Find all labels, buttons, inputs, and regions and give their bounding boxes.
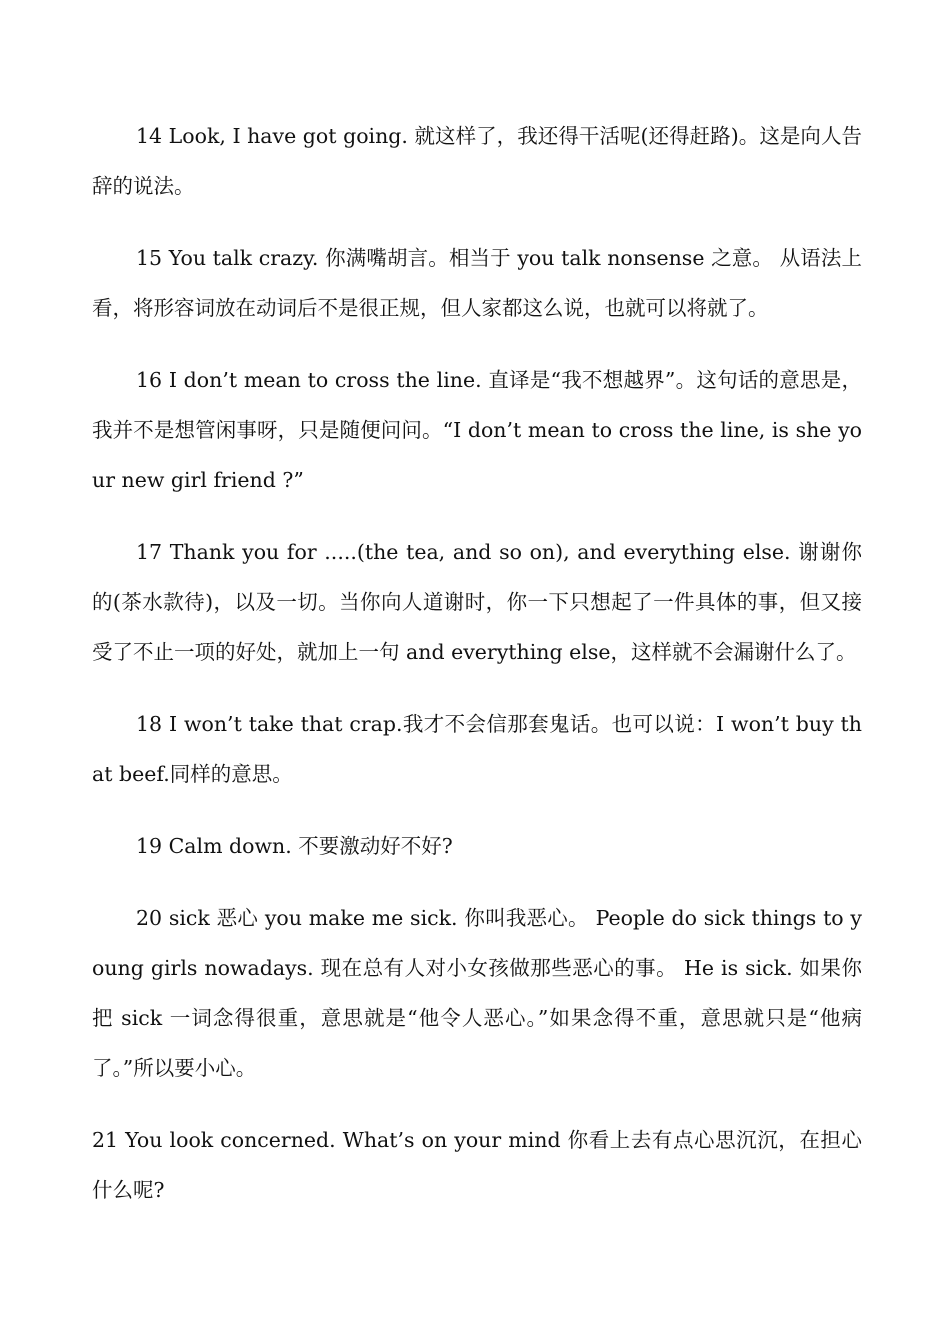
paragraph-17: 17 Thank you for .....(the tea, and so on), and everything else. 谢谢你的(茶水款待)，以及一切。当你向人道谢时，你一下只想起了一件具体的事，但又接受了不止一项的好处，就加上一句 and everything else，这样就不会漏谢什么了。 [92,540,862,664]
paragraph-21: 21 You look concerned. What’s on your mind 你看上去有点心思沉沉，在担心什么呢? [92,1128,862,1202]
paragraph-20: 20 sick 恶心 you make me sick. 你叫我恶心。 People do sick things to young girls nowadays. 现在总有人对小女孩做那些恶心的事。 He is sick. 如果你把 sick 一词念得很重，意思就是“他令人恶心。”如果念得不重，意思就只是“他病了。”所以要小心。 [92,906,862,1080]
paragraph-14: 14 Look, I have got going. 就这样了，我还得干活呢(还得赶路)。这是向人告辞的说法。 [92,124,862,198]
paragraph-15: 15 You talk crazy. 你满嘴胡言。相当于 you talk nonsense 之意。 从语法上看，将形容词放在动词后不是很正规，但人家都这么说，也就可以将就了。 [92,246,862,320]
paragraph-16: 16 I don’t mean to cross the line. 直译是“我不想越界”。这句话的意思是，我并不是想管闲事呀，只是随便问问。“I don’t mean to cross the line, is she your new girl friend ?” [92,368,862,492]
paragraph-19: 19 Calm down. 不要激动好不好? [136,834,453,858]
paragraph-18: 18 I won’t take that crap.我才不会信那套鬼话。也可以说：I won’t buy that beef.同样的意思。 [92,712,862,786]
